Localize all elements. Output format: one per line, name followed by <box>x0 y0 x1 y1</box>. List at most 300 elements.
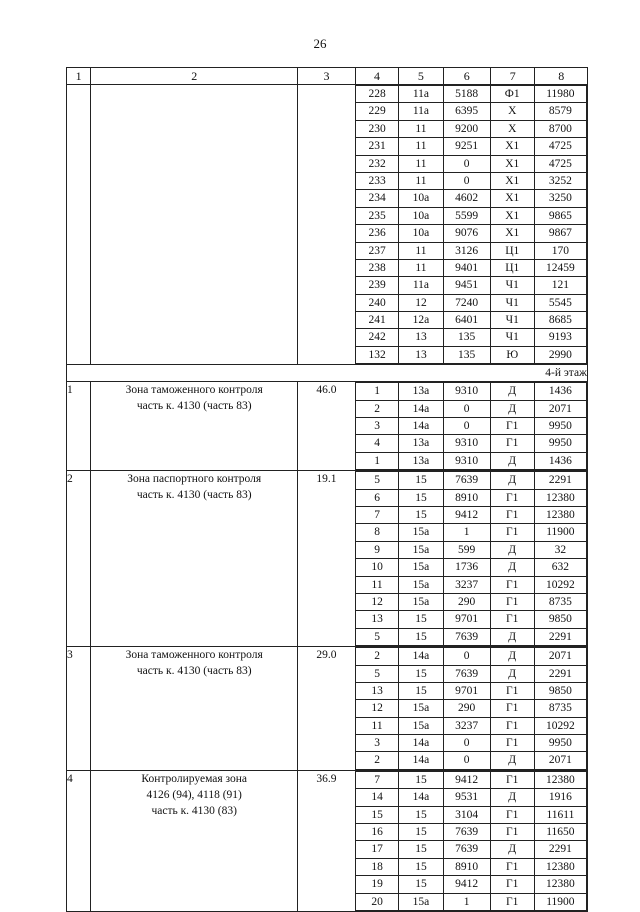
dist-cell: 2071 <box>534 752 586 769</box>
point-cell: 13 <box>356 611 399 628</box>
type-cell: Ю <box>490 346 534 363</box>
table-row <box>356 346 587 363</box>
table-row <box>356 472 587 489</box>
y-cell: 7639 <box>443 472 490 489</box>
dist-cell: 9950 <box>534 435 586 452</box>
type-cell: Д <box>490 383 534 400</box>
zone-number: 1 <box>67 382 91 471</box>
type-cell: Х1 <box>490 207 534 224</box>
point-cell: 231 <box>356 138 399 155</box>
x-cell: 10a <box>399 225 443 242</box>
table-row <box>356 806 587 823</box>
y-cell: 135 <box>443 346 490 363</box>
col-header-6: 6 <box>443 68 490 85</box>
dist-cell: 9850 <box>534 611 586 628</box>
point-cell: 228 <box>356 86 399 103</box>
type-cell: Д <box>490 400 534 417</box>
x-cell: 13 <box>399 329 443 346</box>
point-cell: 3 <box>356 735 399 752</box>
type-cell: Г1 <box>490 576 534 593</box>
dist-cell: 2071 <box>534 400 586 417</box>
table-row <box>356 524 587 541</box>
y-cell: 9451 <box>443 277 490 294</box>
table-row <box>356 648 587 665</box>
table-row <box>356 225 587 242</box>
zone-points <box>356 382 587 470</box>
table-row <box>356 242 587 259</box>
y-cell: 0 <box>443 752 490 769</box>
type-cell: Г1 <box>490 682 534 699</box>
x-cell: 15 <box>399 611 443 628</box>
empty-cell <box>67 85 91 365</box>
y-cell: 7639 <box>443 841 490 858</box>
x-cell: 15 <box>399 858 443 875</box>
x-cell: 15 <box>399 472 443 489</box>
point-cell: 2 <box>356 648 399 665</box>
zone-description-line: Зона таможенного контроля <box>125 649 263 662</box>
type-cell: Д <box>490 541 534 558</box>
type-cell: Г1 <box>490 418 534 435</box>
table-row <box>356 506 587 523</box>
table-row <box>356 329 587 346</box>
type-cell: Х <box>490 120 534 137</box>
dist-cell: 2071 <box>534 648 586 665</box>
zone-points <box>356 471 587 646</box>
point-cell: 229 <box>356 103 399 120</box>
x-cell: 15a <box>399 524 443 541</box>
dist-cell: 9193 <box>534 329 586 346</box>
table-row <box>356 400 587 417</box>
x-cell: 15a <box>399 576 443 593</box>
y-cell: 0 <box>443 155 490 172</box>
floor-row <box>67 365 588 382</box>
zone-description-line: 4126 (94), 4118 (91) <box>146 788 242 801</box>
page-number: 26 <box>313 36 327 51</box>
x-cell: 15a <box>399 559 443 576</box>
table-row <box>356 858 587 875</box>
table-row <box>356 190 587 207</box>
dist-cell: 12380 <box>534 876 586 893</box>
x-cell: 12 <box>399 294 443 311</box>
y-cell: 9401 <box>443 259 490 276</box>
zone-points <box>356 647 587 770</box>
dist-cell: 12459 <box>534 259 586 276</box>
y-cell: 9412 <box>443 771 490 788</box>
point-cell: 232 <box>356 155 399 172</box>
col-header-3: 3 <box>298 68 356 85</box>
zone-block <box>67 382 588 471</box>
y-cell: 3237 <box>443 576 490 593</box>
coordinates-group <box>355 471 587 647</box>
continuation-block <box>67 85 588 365</box>
type-cell: Х1 <box>490 155 534 172</box>
type-cell: Х1 <box>490 172 534 189</box>
col-header-1: 1 <box>67 68 91 85</box>
zone-points <box>356 771 587 911</box>
dist-cell: 8579 <box>534 103 586 120</box>
y-cell: 9310 <box>443 383 490 400</box>
table-row <box>356 435 587 452</box>
y-cell: 9412 <box>443 506 490 523</box>
type-cell: Г1 <box>490 435 534 452</box>
dist-cell: 170 <box>534 242 586 259</box>
table-row <box>356 86 587 103</box>
table-row <box>356 771 587 788</box>
type-cell: Г1 <box>490 824 534 841</box>
zone-area: 36.9 <box>298 770 356 911</box>
table-row <box>356 735 587 752</box>
type-cell: Ц1 <box>490 242 534 259</box>
empty-cell <box>91 85 298 365</box>
zone-description-line: Зона таможенного контроля <box>125 384 263 397</box>
table-row <box>356 628 587 645</box>
col-header-7: 7 <box>491 68 535 85</box>
table-row <box>356 277 587 294</box>
point-cell: 238 <box>356 259 399 276</box>
x-cell: 14a <box>399 752 443 769</box>
type-cell: Г1 <box>490 717 534 734</box>
type-cell: Х1 <box>490 190 534 207</box>
x-cell: 15 <box>399 628 443 645</box>
type-cell: Х1 <box>490 138 534 155</box>
x-cell: 15 <box>399 506 443 523</box>
type-cell: Д <box>490 472 534 489</box>
y-cell: 7639 <box>443 665 490 682</box>
x-cell: 13a <box>399 452 443 469</box>
dist-cell: 1436 <box>534 452 586 469</box>
y-cell: 9310 <box>443 452 490 469</box>
point-cell: 7 <box>356 506 399 523</box>
y-cell: 5188 <box>443 86 490 103</box>
x-cell: 14a <box>399 789 443 806</box>
type-cell: Г1 <box>490 876 534 893</box>
table-row <box>356 752 587 769</box>
table-row <box>356 541 587 558</box>
y-cell: 9701 <box>443 611 490 628</box>
x-cell: 15 <box>399 665 443 682</box>
y-cell: 0 <box>443 418 490 435</box>
x-cell: 10a <box>399 207 443 224</box>
table-row <box>356 120 587 137</box>
dist-cell: 2291 <box>534 841 586 858</box>
point-cell: 7 <box>356 771 399 788</box>
zone-description <box>91 770 298 911</box>
y-cell: 7639 <box>443 628 490 645</box>
dist-cell: 9950 <box>534 418 586 435</box>
point-cell: 2 <box>356 400 399 417</box>
x-cell: 13a <box>399 435 443 452</box>
type-cell: Г1 <box>490 806 534 823</box>
point-cell: 234 <box>356 190 399 207</box>
type-cell: Г1 <box>490 893 534 910</box>
table-row <box>356 489 587 506</box>
type-cell: Ф1 <box>490 86 534 103</box>
dist-cell: 9867 <box>534 225 586 242</box>
point-cell: 11 <box>356 717 399 734</box>
x-cell: 15 <box>399 771 443 788</box>
y-cell: 8910 <box>443 489 490 506</box>
x-cell: 11 <box>399 259 443 276</box>
table-row <box>356 138 587 155</box>
dist-cell: 9850 <box>534 682 586 699</box>
coordinates-group <box>355 647 587 771</box>
x-cell: 15 <box>399 489 443 506</box>
dist-cell: 1436 <box>534 383 586 400</box>
x-cell: 15 <box>399 824 443 841</box>
dist-cell: 12380 <box>534 489 586 506</box>
table-row <box>356 418 587 435</box>
coordinates-group <box>355 85 587 365</box>
dist-cell: 8685 <box>534 312 586 329</box>
type-cell: Ч1 <box>490 294 534 311</box>
y-cell: 0 <box>443 735 490 752</box>
type-cell: Д <box>490 452 534 469</box>
zone-description <box>91 471 298 647</box>
table-row <box>356 383 587 400</box>
type-cell: Д <box>490 648 534 665</box>
x-cell: 14a <box>399 648 443 665</box>
x-cell: 13a <box>399 383 443 400</box>
zone-number: 3 <box>67 647 91 771</box>
table-row <box>356 259 587 276</box>
x-cell: 15a <box>399 541 443 558</box>
type-cell: Г1 <box>490 700 534 717</box>
type-cell: Ч1 <box>490 312 534 329</box>
type-cell: Г1 <box>490 611 534 628</box>
type-cell: Д <box>490 841 534 858</box>
table-row <box>356 841 587 858</box>
point-cell: 12 <box>356 700 399 717</box>
zone-description <box>91 647 298 771</box>
zone-description <box>91 382 298 471</box>
empty-cell <box>298 85 356 365</box>
point-cell: 240 <box>356 294 399 311</box>
header-row <box>67 68 588 85</box>
table-row <box>356 682 587 699</box>
y-cell: 1736 <box>443 559 490 576</box>
x-cell: 14a <box>399 735 443 752</box>
type-cell: Д <box>490 789 534 806</box>
y-cell: 9076 <box>443 225 490 242</box>
y-cell: 0 <box>443 172 490 189</box>
type-cell: Д <box>490 665 534 682</box>
dist-cell: 8735 <box>534 593 586 610</box>
dist-cell: 4725 <box>534 155 586 172</box>
point-cell: 242 <box>356 329 399 346</box>
dist-cell: 11980 <box>534 86 586 103</box>
col-header-5: 5 <box>399 68 443 85</box>
x-cell: 15 <box>399 682 443 699</box>
zone-block <box>67 647 588 771</box>
y-cell: 1 <box>443 893 490 910</box>
table-row <box>356 294 587 311</box>
point-cell: 8 <box>356 524 399 541</box>
dist-cell: 3252 <box>534 172 586 189</box>
dist-cell: 2291 <box>534 628 586 645</box>
dist-cell: 2291 <box>534 665 586 682</box>
y-cell: 8910 <box>443 858 490 875</box>
dist-cell: 10292 <box>534 576 586 593</box>
x-cell: 11a <box>399 86 443 103</box>
y-cell: 0 <box>443 648 490 665</box>
y-cell: 9531 <box>443 789 490 806</box>
point-cell: 5 <box>356 665 399 682</box>
table-row <box>356 559 587 576</box>
table-row <box>356 207 587 224</box>
x-cell: 15a <box>399 593 443 610</box>
dist-cell: 2291 <box>534 472 586 489</box>
point-cell: 1 <box>356 383 399 400</box>
floor-label: 4-й этаж <box>67 365 588 382</box>
y-cell: 6395 <box>443 103 490 120</box>
y-cell: 7639 <box>443 824 490 841</box>
dist-cell: 121 <box>534 277 586 294</box>
point-cell: 3 <box>356 418 399 435</box>
type-cell: Г1 <box>490 489 534 506</box>
point-cell: 4 <box>356 435 399 452</box>
col-header-8: 8 <box>535 68 588 85</box>
point-cell: 19 <box>356 876 399 893</box>
table-row <box>356 700 587 717</box>
point-cell: 241 <box>356 312 399 329</box>
point-cell: 17 <box>356 841 399 858</box>
x-cell: 10a <box>399 190 443 207</box>
point-cell: 18 <box>356 858 399 875</box>
table-row <box>356 593 587 610</box>
y-cell: 5599 <box>443 207 490 224</box>
y-cell: 599 <box>443 541 490 558</box>
table-row <box>356 789 587 806</box>
zone-description-line: часть к. 4130 (часть 83) <box>136 665 252 678</box>
table-row <box>356 876 587 893</box>
zone-area: 46.0 <box>298 382 356 471</box>
table-row <box>356 312 587 329</box>
zone-description-line: часть к. 4130 (часть 83) <box>136 400 252 413</box>
point-cell: 237 <box>356 242 399 259</box>
table-row <box>356 172 587 189</box>
y-cell: 6401 <box>443 312 490 329</box>
x-cell: 14a <box>399 418 443 435</box>
x-cell: 15 <box>399 806 443 823</box>
dist-cell: 4725 <box>534 138 586 155</box>
type-cell: Д <box>490 559 534 576</box>
dist-cell: 11900 <box>534 524 586 541</box>
dist-cell: 12380 <box>534 771 586 788</box>
y-cell: 1 <box>443 524 490 541</box>
x-cell: 11a <box>399 277 443 294</box>
point-cell: 6 <box>356 489 399 506</box>
point-cell: 132 <box>356 346 399 363</box>
col-header-2: 2 <box>91 68 298 85</box>
x-cell: 11 <box>399 242 443 259</box>
x-cell: 13 <box>399 346 443 363</box>
type-cell: Д <box>490 752 534 769</box>
y-cell: 0 <box>443 400 490 417</box>
table-row <box>356 611 587 628</box>
type-cell: Х1 <box>490 225 534 242</box>
type-cell: Г1 <box>490 771 534 788</box>
point-cell: 9 <box>356 541 399 558</box>
dist-cell: 12380 <box>534 506 586 523</box>
dist-cell: 10292 <box>534 717 586 734</box>
table-row <box>356 155 587 172</box>
zone-description-line: часть к. 4130 (83) <box>151 804 237 817</box>
type-cell: Г1 <box>490 593 534 610</box>
y-cell: 9412 <box>443 876 490 893</box>
dist-cell: 9950 <box>534 735 586 752</box>
point-cell: 1 <box>356 452 399 469</box>
type-cell: Ц1 <box>490 259 534 276</box>
type-cell: Г1 <box>490 858 534 875</box>
dist-cell: 2990 <box>534 346 586 363</box>
type-cell: Г1 <box>490 524 534 541</box>
type-cell: Г1 <box>490 506 534 523</box>
y-cell: 9200 <box>443 120 490 137</box>
coordinates-group <box>355 770 587 911</box>
x-cell: 11 <box>399 120 443 137</box>
point-cell: 239 <box>356 277 399 294</box>
dist-cell: 11900 <box>534 893 586 910</box>
y-cell: 4602 <box>443 190 490 207</box>
col-header-4: 4 <box>355 68 398 85</box>
zone-block <box>67 770 588 911</box>
y-cell: 135 <box>443 329 490 346</box>
type-cell: Г1 <box>490 735 534 752</box>
x-cell: 11a <box>399 103 443 120</box>
type-cell: Ч1 <box>490 329 534 346</box>
y-cell: 9701 <box>443 682 490 699</box>
point-cell: 15 <box>356 806 399 823</box>
x-cell: 11 <box>399 138 443 155</box>
type-cell: Ч1 <box>490 277 534 294</box>
point-cell: 235 <box>356 207 399 224</box>
dist-cell: 3250 <box>534 190 586 207</box>
dist-cell: 11611 <box>534 806 586 823</box>
table-row <box>356 103 587 120</box>
dist-cell: 632 <box>534 559 586 576</box>
point-cell: 5 <box>356 472 399 489</box>
zone-number: 2 <box>67 471 91 647</box>
point-cell: 230 <box>356 120 399 137</box>
point-cell: 13 <box>356 682 399 699</box>
dist-cell: 11650 <box>534 824 586 841</box>
coordinates-group <box>355 382 587 471</box>
y-cell: 290 <box>443 700 490 717</box>
point-cell: 20 <box>356 893 399 910</box>
zone-description-line: часть к. 4130 (часть 83) <box>136 489 252 502</box>
x-cell: 15a <box>399 700 443 717</box>
dist-cell: 1916 <box>534 789 586 806</box>
dist-cell: 12380 <box>534 858 586 875</box>
zone-area: 29.0 <box>298 647 356 771</box>
dist-cell: 8735 <box>534 700 586 717</box>
dist-cell: 5545 <box>534 294 586 311</box>
point-cell: 12 <box>356 593 399 610</box>
x-cell: 15 <box>399 876 443 893</box>
point-cell: 5 <box>356 628 399 645</box>
zone-description-line: Контролируемая зона <box>141 772 248 785</box>
x-cell: 15a <box>399 717 443 734</box>
point-cell: 236 <box>356 225 399 242</box>
x-cell: 11 <box>399 172 443 189</box>
table-row <box>356 893 587 910</box>
x-cell: 15 <box>399 841 443 858</box>
coordinates-table <box>66 67 588 912</box>
continuation-points <box>356 85 587 364</box>
type-cell: Д <box>490 628 534 645</box>
y-cell: 7240 <box>443 294 490 311</box>
point-cell: 11 <box>356 576 399 593</box>
